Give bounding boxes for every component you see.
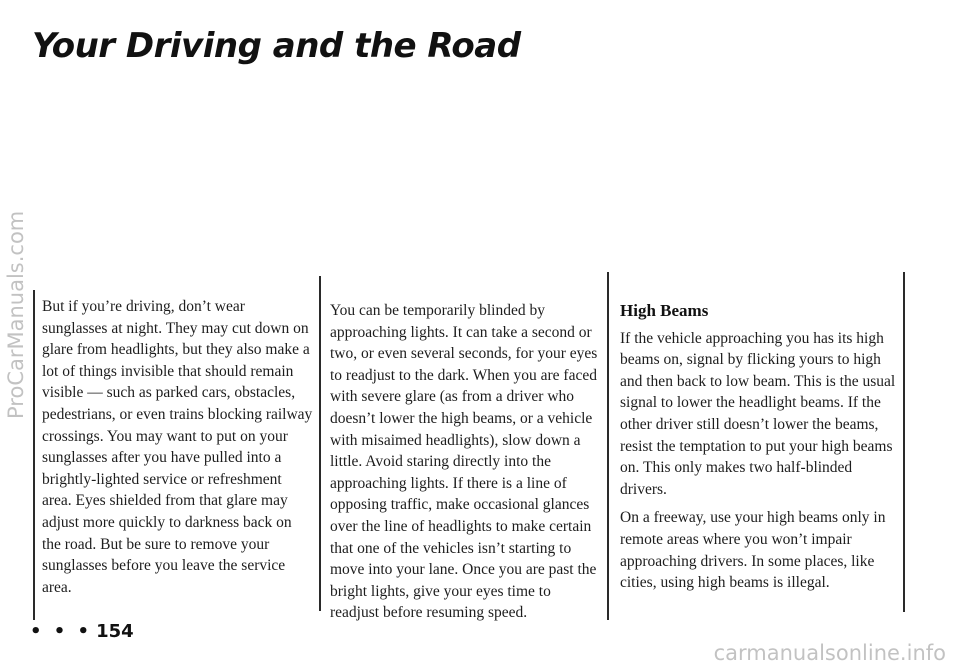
body-column-middle [330,300,602,631]
column-rule-left [33,290,35,620]
page-number-dots: • • • [30,621,93,642]
body-column-left [42,296,314,605]
paragraph-sunglasses: But if you’re driving, don’t wear sunglasses at night. They may cut down on glare from headlights, but they also make a lot of things invisible that should remain visible — such as parked cars, obstacles, pedestrians, or even trains blocking railway crossings. You may want to put on your sunglasses after you have pulled into a brightly-lighted service or refreshment area. Eyes shielded from that glare may adjust more quickly to darkness back on the road. But be sure to remove your sunglasses before you leave the service area. [42,298,313,596]
column-rule-center-left [319,276,321,611]
page-number [30,621,134,642]
column-rule-center-right [607,272,609,620]
column-rule-right [903,272,905,612]
heading-high-beams: High Beams [620,301,709,320]
watermark-side: ProCarManuals.com [4,210,28,420]
body-column-right [620,300,900,601]
watermark-bottom: carmanualsonline.info [713,641,946,665]
paragraph-high-beams-freeway: On a freeway, use your high beams only in remote areas where you won’t impair approaching drivers. In some places, like cities, using high beams is illegal. [620,509,886,592]
paragraph-glare: You can be temporarily blinded by approaching lights. It can take a second or two, or even several seconds, for your eyes to readjust to the dark. When you are faced with severe glare (as from a driver who doesn’t lower the high beams, or a vehicle with misaimed headlights), slow down a little. Avoid staring directly into the approaching lights. If there is a line of opposing traffic, make occasional glances over the line of headlights to make certain that one of the vehicles isn’t starting to move into your lane. Once you are past the bright lights, give your eyes time to readjust before resuming speed. [330,302,598,622]
page-number-value: 154 [96,621,134,642]
paragraph-high-beams-signal: If the vehicle approaching you has its high beams on, signal by flicking yours to high and then back to low beam. This is the usual signal to lower the headlight beams. If the other driver still doesn’t lower the beams, resist the temptation to put your high beams on. This only makes two half-blinded drivers. [620,329,896,498]
section-title: Your Driving and the Road [32,26,521,66]
